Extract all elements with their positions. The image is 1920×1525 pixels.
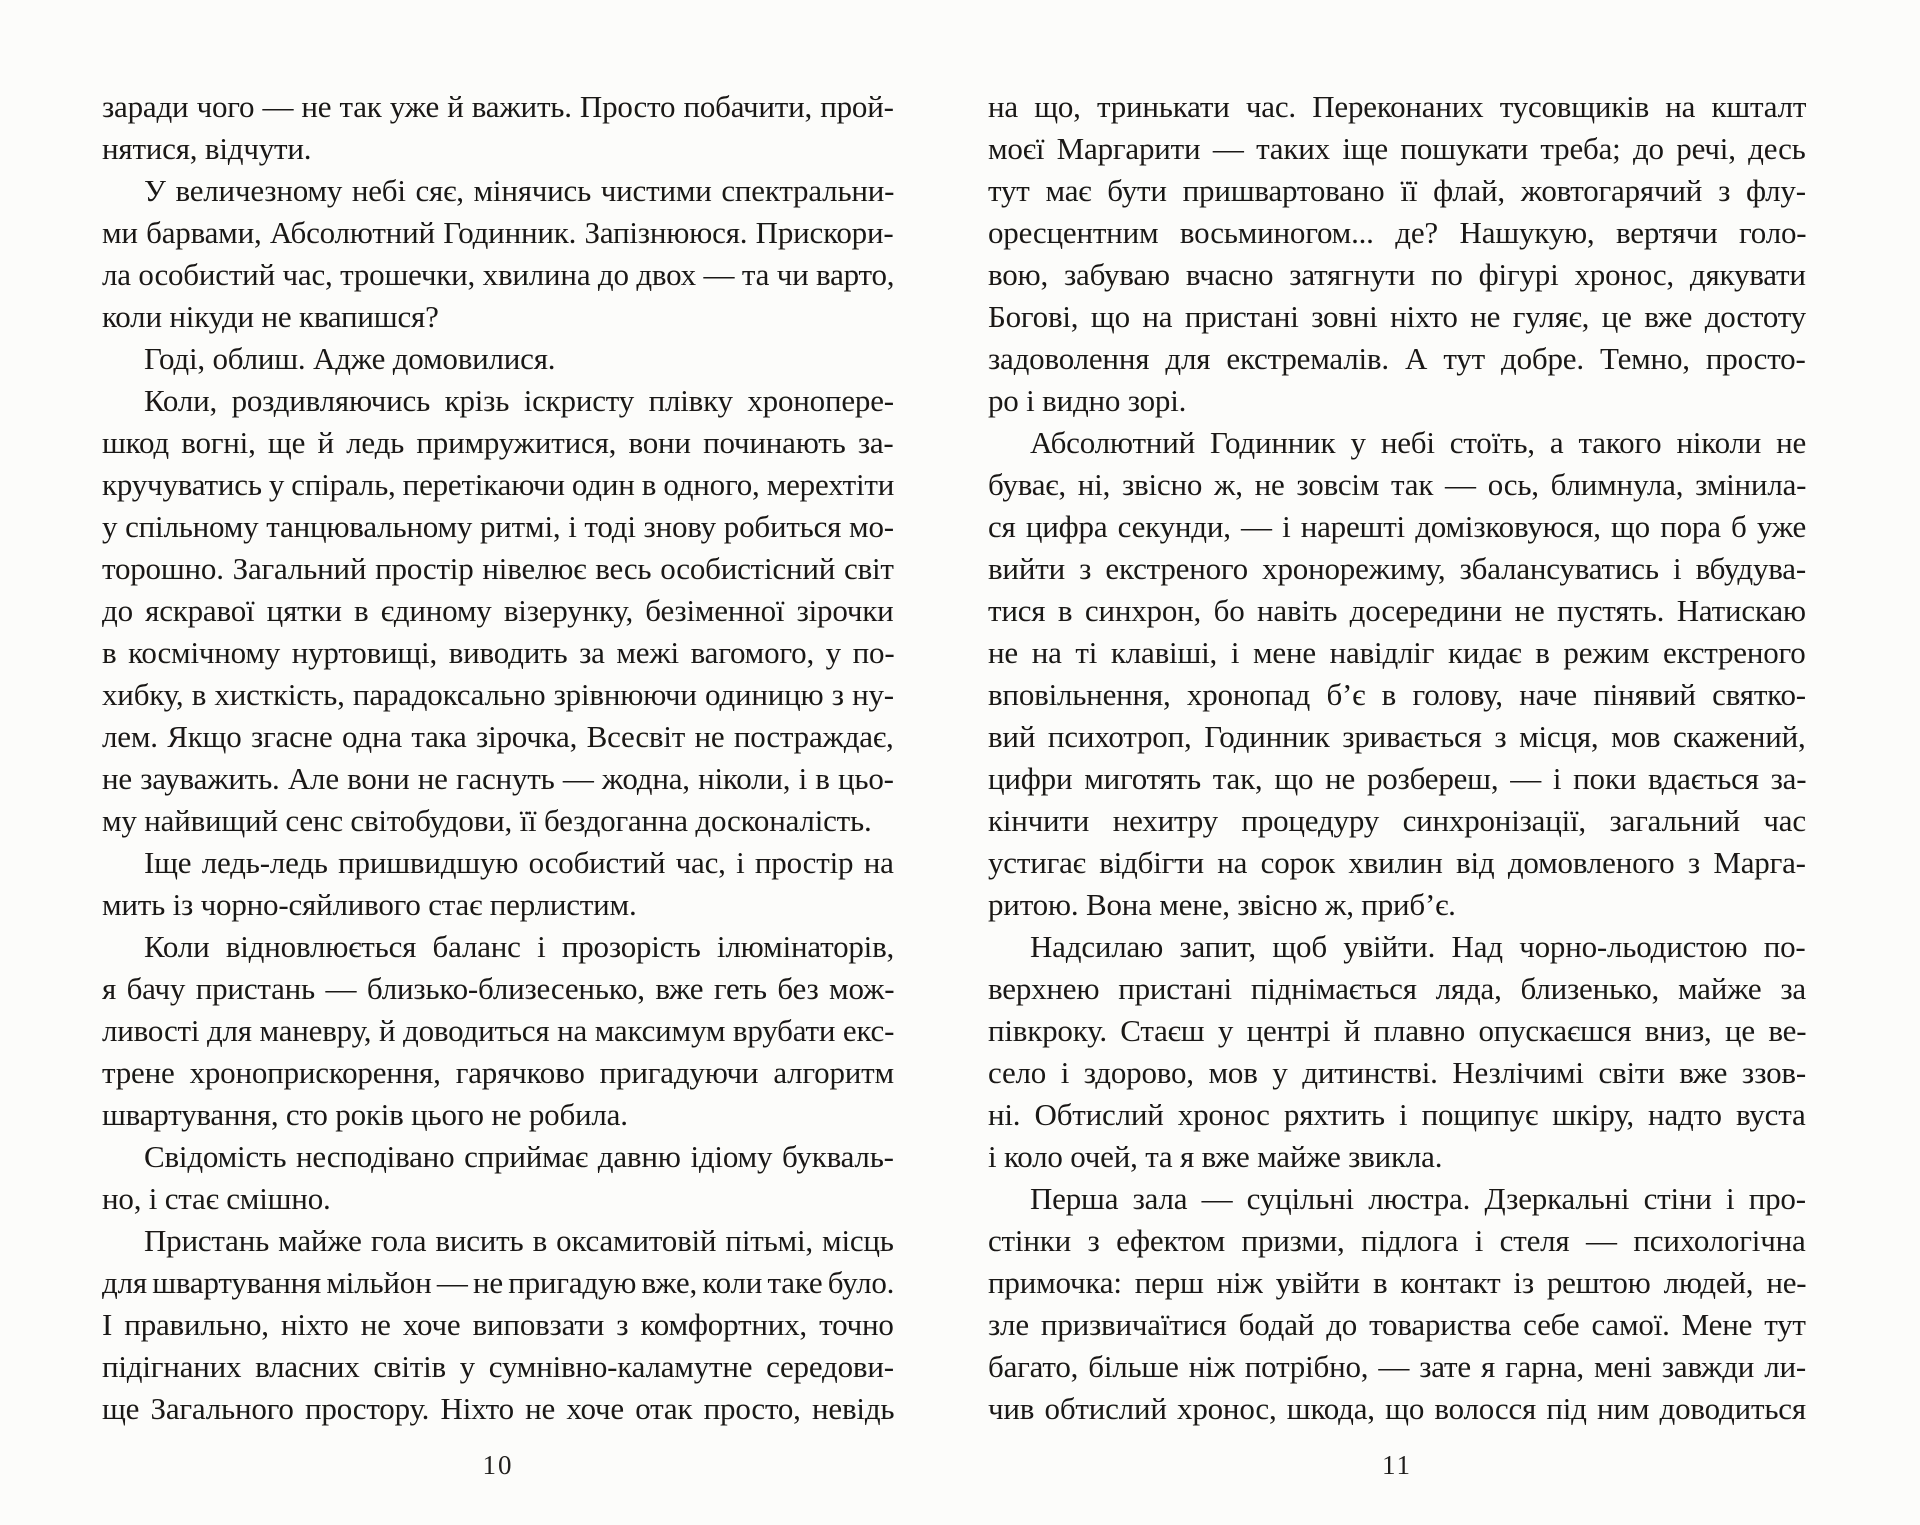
text-line-content: півкроку. Стаєш у центрі й плавно опускаєшся вниз, це ве- <box>988 1013 1807 1048</box>
text-line <box>102 506 894 548</box>
text-line-content: цифри миготять так, що не розбереш, — і поки вдається за- <box>988 761 1807 796</box>
text-line <box>988 632 1806 674</box>
text-line <box>988 674 1806 716</box>
text-line <box>988 842 1806 884</box>
page-left-text-column <box>102 86 894 1430</box>
text-line <box>102 1346 894 1388</box>
text-line-content: Перша зала — суцільні люстра. Дзеркальні стіни і про- <box>1030 1181 1806 1216</box>
text-line-content: но, і стає смішно. <box>102 1181 331 1216</box>
text-line-content: у спільному танцювальному ритмі, і тоді знову робиться мо- <box>102 509 894 544</box>
text-line-content: ла особистий час, трошечки, хвилина до двох — та чи варто, <box>102 257 895 292</box>
text-line <box>988 884 1806 926</box>
text-line-content: Годі, облиш. Адже домовилися. <box>144 341 556 376</box>
text-line-content: зле призвичаїтися бодай до товариства себе самої. Мене тут <box>988 1307 1806 1342</box>
text-line-content: не зауважить. Але вони не гаснуть — жодна, ніколи, і в цьо- <box>102 761 894 796</box>
text-line <box>988 968 1806 1010</box>
text-line-content: нятися, відчути. <box>102 131 312 166</box>
text-line <box>988 128 1806 170</box>
text-line <box>102 1262 894 1304</box>
text-line <box>102 86 894 128</box>
text-line <box>988 296 1806 338</box>
text-line <box>988 548 1806 590</box>
text-line-content: і коло очей, та я вже майже звикла. <box>988 1139 1443 1174</box>
text-line-content: моєї Маргарити — таких іще пошукати треба; до речі, десь <box>988 131 1806 166</box>
text-line-content: ми барвами, Абсолютний Годинник. Запізнююся. Прискори- <box>102 215 894 250</box>
text-line-content: до яскравої цятки в єдиному візерунку, безіменної зірочки <box>102 593 894 628</box>
text-line-content: ливості для маневру, й доводиться на максимум врубати екс- <box>102 1013 895 1048</box>
text-line-content: коли нікуди не квапишся? <box>102 299 439 334</box>
text-line-content: Коли, роздивляючись крізь іскристу плівку хронопере- <box>144 383 894 418</box>
text-line-content: оресцентним восьминогом... де? Нашукую, вертячи голо- <box>988 215 1807 250</box>
text-line-content: тут має бути пришвартовано її флай, жовтогарячий з флу- <box>988 173 1806 208</box>
text-line-content: вповільнення, хронопад б’є в голову, наче пінявий святко- <box>988 677 1806 712</box>
text-line <box>102 1388 894 1430</box>
text-line-content: село і здорово, мов у дитинстві. Незлічимі світи вже ззов- <box>988 1055 1806 1090</box>
text-line <box>102 1220 894 1262</box>
text-line <box>988 422 1806 464</box>
text-line <box>102 1094 894 1136</box>
text-line <box>102 590 894 632</box>
text-line <box>988 1262 1806 1304</box>
text-line <box>988 1178 1806 1220</box>
text-line <box>988 926 1806 968</box>
text-line <box>988 338 1806 380</box>
text-line <box>102 464 894 506</box>
text-line <box>102 338 894 380</box>
text-line-content: примочка: перш ніж увійти в контакт із рештою людей, не- <box>988 1265 1807 1300</box>
text-line-content: Свідомість несподівано сприймає давню ідіому букваль- <box>144 1139 894 1174</box>
text-line <box>988 800 1806 842</box>
text-line-content: я бачу пристань — близько-близесенько, вже геть без мож- <box>102 971 895 1006</box>
text-line-content: кручуватись у спіраль, перетікаючи один в одного, мерехтіти <box>102 467 895 502</box>
text-line-content: Іще ледь-ледь пришвидшую особистий час, і простір на <box>144 845 894 880</box>
text-line-content: кінчити нехитру процедуру синхронізації, загальний час <box>988 803 1806 838</box>
text-line-content: І правильно, ніхто не хоче виповзати з комфортних, точно <box>102 1307 894 1342</box>
text-line-content: тися в синхрон, бо навіть досередини не пустять. Натискаю <box>988 593 1806 628</box>
text-line-content: хибку, в хисткість, парадоксально зрівнюючи одиницю з ну- <box>102 677 894 712</box>
text-line <box>988 254 1806 296</box>
text-line <box>102 926 894 968</box>
text-line-content: не на ті клавіші, і мене навідліг кидає в режим екстреного <box>988 635 1806 670</box>
text-line-content: трене хроноприскорення, гарячково пригадуючи алгоритм <box>102 1055 894 1090</box>
text-line-content: шкод вогні, ще й ледь примружитися, вони починають за- <box>102 425 894 460</box>
text-line <box>988 1010 1806 1052</box>
page-right-text-column <box>988 86 1806 1430</box>
text-line-content: багато, більше ніж потрібно, — зате я гарна, мені завжди ли- <box>988 1349 1807 1384</box>
text-line-content: му найвищий сенс світобудови, її бездоганна досконалість. <box>102 803 872 838</box>
text-line <box>988 464 1806 506</box>
text-line <box>988 1136 1806 1178</box>
text-line-content: заради чого — не так уже й важить. Просто побачити, прой- <box>102 89 894 124</box>
text-line-content: верхнею пристані піднімається ляда, близенько, майже за <box>988 971 1806 1006</box>
text-line-content: задоволення для екстремалів. А тут добре. Темно, просто- <box>988 341 1806 376</box>
text-line-content: ся цифра секунди, — і нарешті домізковуюся, що пора б уже <box>988 509 1807 544</box>
text-line-content: устигає відбігти на сорок хвилин від домовленого з Марга- <box>988 845 1806 880</box>
text-line <box>988 1304 1806 1346</box>
text-line <box>102 800 894 842</box>
text-line <box>988 170 1806 212</box>
text-line <box>102 1304 894 1346</box>
text-line <box>988 1346 1806 1388</box>
text-line <box>102 758 894 800</box>
text-line-content: Надсилаю запит, щоб увійти. Над чорно-льодистою по- <box>1030 929 1806 964</box>
text-line <box>102 884 894 926</box>
text-line-content: стінки з ефектом призми, підлога і стеля — психологічна <box>988 1223 1806 1258</box>
text-line-content: ритою. Вона мене, звісно ж, приб’є. <box>988 887 1456 922</box>
text-line-content: вий психотроп, Годинник зривається з місця, мов скажений, <box>988 719 1806 754</box>
text-line <box>988 1094 1806 1136</box>
text-line <box>988 380 1806 422</box>
text-line <box>988 212 1806 254</box>
text-line-content: Абсолютний Годинник у небі стоїть, а такого ніколи не <box>1030 425 1807 460</box>
text-line-content: Богові, що на пристані зовні ніхто не гуляє, це вже достоту <box>988 299 1806 334</box>
text-line-content: ро і видно зорі. <box>988 383 1187 418</box>
text-line <box>988 1220 1806 1262</box>
text-line <box>102 1136 894 1178</box>
text-line-content: торошно. Загальний простір нівелює весь особистісний світ <box>102 551 894 586</box>
text-line <box>102 212 894 254</box>
text-line <box>988 506 1806 548</box>
text-line <box>102 296 894 338</box>
text-line <box>102 1052 894 1094</box>
text-line-content: для швартування мільйон — не пригадую вже, коли таке було. <box>102 1265 895 1300</box>
text-line <box>102 254 894 296</box>
page-number-right: 11 <box>1382 1450 1412 1480</box>
text-line-content: в космічному нуртовищі, виводить за межі вагомого, у по- <box>102 635 895 670</box>
text-line <box>988 1052 1806 1094</box>
text-line-content: мить із чорно-сяйливого стає перлистим. <box>102 887 637 922</box>
page-right <box>988 86 1806 1486</box>
text-line <box>102 968 894 1010</box>
text-line <box>988 1388 1806 1430</box>
text-line-content: Коли відновлюється баланс і прозорість ілюмінаторів, <box>144 929 895 964</box>
text-line-content: лем. Якщо згасне одна така зірочка, Всесвіт не постраждає, <box>102 719 894 754</box>
text-line <box>102 1010 894 1052</box>
text-line <box>102 548 894 590</box>
page-left <box>102 86 894 1486</box>
text-line-content: підігнаних власних світів у сумнівно-каламутне середови- <box>102 1349 894 1384</box>
text-line-content: У величезному небі сяє, мінячись чистими спектральни- <box>144 173 895 208</box>
text-line <box>102 422 894 464</box>
text-line <box>102 842 894 884</box>
text-line <box>988 590 1806 632</box>
text-line-content: ні. Обтислий хронос ряхтить і пощипує шкіру, надто вуста <box>988 1097 1806 1132</box>
text-line <box>102 170 894 212</box>
text-line <box>102 632 894 674</box>
text-line <box>988 758 1806 800</box>
text-line-content: вою, забуваю вчасно затягнути по фігурі хронос, дякувати <box>988 257 1806 292</box>
text-line-content: на що, тринькати час. Переконаних тусовщиків на кшталт <box>988 89 1807 124</box>
text-line-content: буває, ні, звісно ж, не зовсім так — ось, блимнула, змінила- <box>988 467 1807 502</box>
text-line-content: вийти з екстреного хронорежиму, збалансуватись і вбудува- <box>988 551 1806 586</box>
text-line <box>102 716 894 758</box>
text-line-content: Пристань майже гола висить в оксамитовій пітьмі, місць <box>144 1223 894 1258</box>
text-line <box>988 716 1806 758</box>
text-line <box>988 86 1806 128</box>
text-line <box>102 674 894 716</box>
text-line <box>102 1178 894 1220</box>
page-number-left: 10 <box>482 1450 514 1480</box>
text-line-content: швартування, сто років цього не робила. <box>102 1097 628 1132</box>
text-line-content: чив обтислий хронос, шкода, що волосся під ним доводиться <box>988 1391 1806 1426</box>
text-line <box>102 128 894 170</box>
text-line <box>102 380 894 422</box>
text-line-content: ще Загального простору. Ніхто не хоче отак просто, невідь <box>102 1391 895 1426</box>
